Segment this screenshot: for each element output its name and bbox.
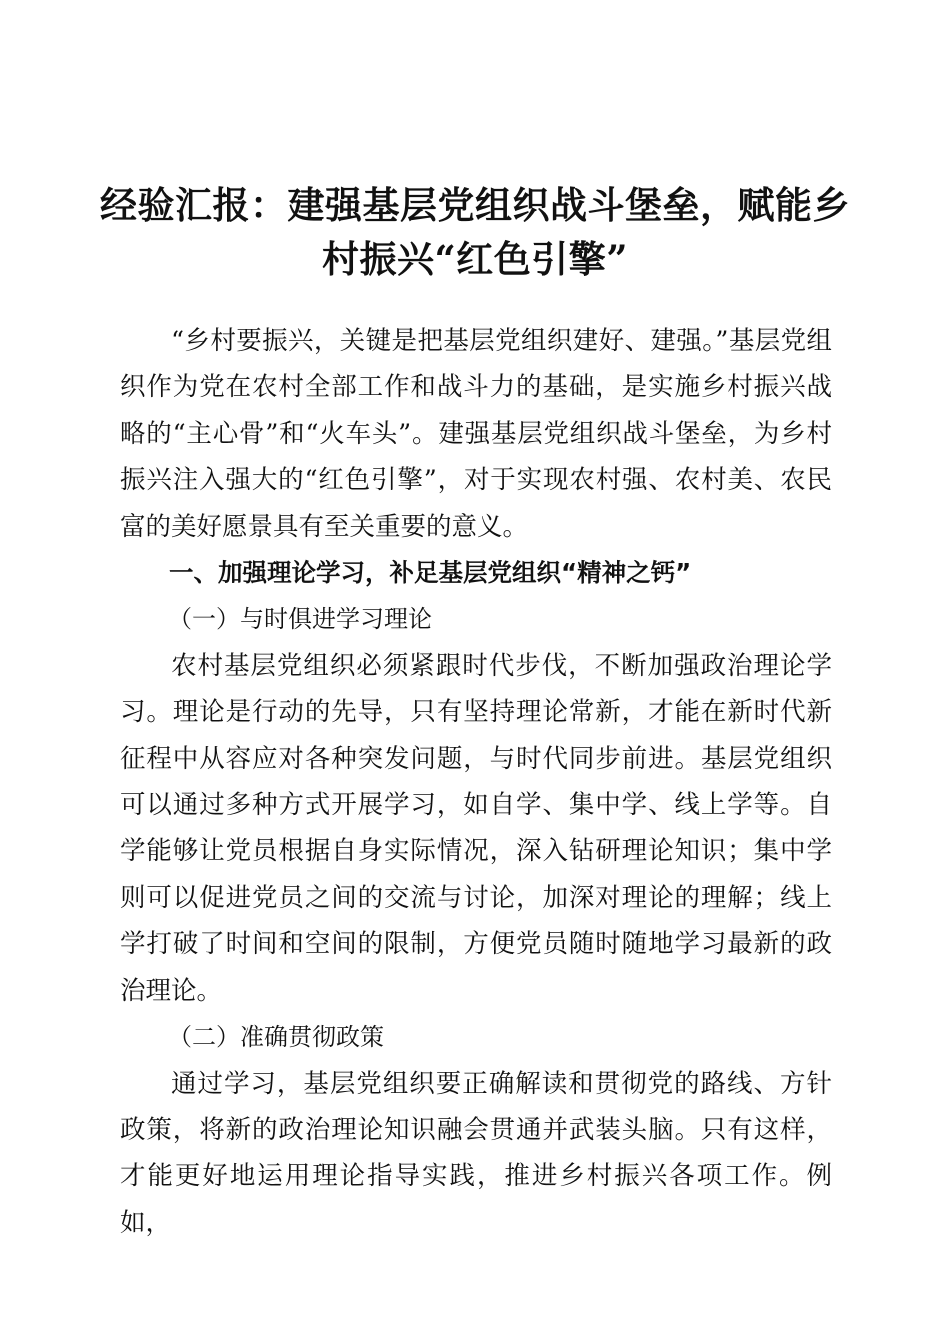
intro-paragraph: “乡村要振兴，关键是把基层党组织建好、建强。”基层党组织作为党在农村全部工作和战斗力的基础，是实施乡村振兴战略的“主心骨”和“火车头”。建强基层党组织战斗堡垒，为乡村振兴注入强大的“红色引擎”，对于实现农村强、农村美、农民富的美好愿景具有至关重要的意义。 xyxy=(120,326,832,542)
section-heading-1: 一、加强理论学习，补足基层党组织“精神之钙” xyxy=(169,558,692,588)
subsection-heading-2: （二）准确贯彻政策 xyxy=(168,1023,384,1052)
document-title xyxy=(100,178,850,286)
subsection-paragraph-2: 通过学习，基层党组织要正确解读和贯彻党的路线、方针政策，将新的政治理论知识融会贯通并武装头脑。只有这样，才能更好地运用理论指导实践，推进乡村振兴各项工作。例如， xyxy=(120,1068,832,1238)
title-line-1: 经验汇报：建强基层党组织战斗堡垒，赋能乡 xyxy=(100,183,850,227)
subsection-heading-1: （一）与时俱进学习理论 xyxy=(168,605,432,634)
subsection-paragraph-1: 农村基层党组织必须紧跟时代步伐，不断加强政治理论学习。理论是行动的先导，只有坚持理论常新，才能在新时代新征程中从容应对各种突发问题，与时代同步前进。基层党组织可以通过多种方式开展学习，如自学、集中学、线上学等。自学能够让党员根据自身实际情况，深入钻研理论知识；集中学则可以促进党员之间的交流与讨论，加深对理论的理解；线上学打破了时间和空间的限制，方便党员随时随地学习最新的政治理论。 xyxy=(120,650,832,1006)
document-body xyxy=(120,318,832,1246)
title-line-2: 村振兴“红色引擎” xyxy=(321,237,629,281)
